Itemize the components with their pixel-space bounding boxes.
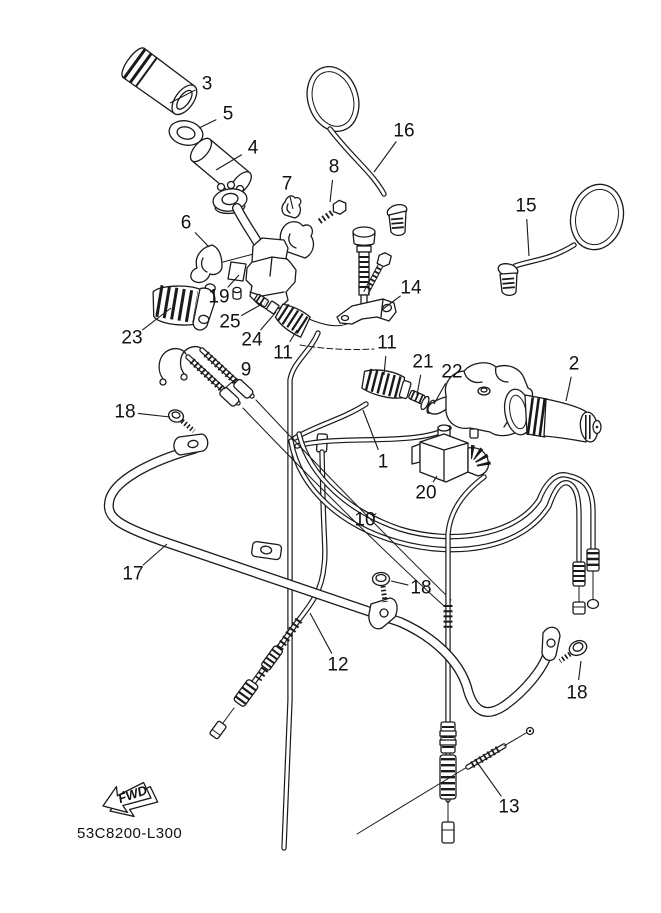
fwd-label: FWD <box>116 782 150 807</box>
svg-text:2: 2 <box>568 353 580 375</box>
svg-text:7: 7 <box>281 173 293 195</box>
bar-mid-bracket <box>251 541 282 560</box>
plate-19 <box>228 262 246 281</box>
svg-text:12: 12 <box>327 654 349 676</box>
svg-text:18: 18 <box>566 682 588 704</box>
svg-text:4: 4 <box>247 137 259 159</box>
svg-text:18: 18 <box>410 577 432 599</box>
svg-text:22: 22 <box>441 361 463 383</box>
svg-text:15: 15 <box>515 195 537 217</box>
svg-text:3: 3 <box>201 73 213 95</box>
svg-text:14: 14 <box>400 277 422 299</box>
svg-text:11: 11 <box>273 342 293 364</box>
svg-text:21: 21 <box>412 351 434 373</box>
svg-text:11: 11 <box>377 332 397 354</box>
svg-text:9: 9 <box>240 359 252 381</box>
svg-text:5: 5 <box>222 103 234 125</box>
svg-text:13: 13 <box>498 796 520 818</box>
svg-text:18: 18 <box>114 401 136 423</box>
svg-text:1: 1 <box>377 451 389 473</box>
callout-10 <box>354 510 376 531</box>
drawing-code: 53C8200-L300 <box>77 825 183 842</box>
svg-text:17: 17 <box>122 563 144 585</box>
svg-text:20: 20 <box>415 482 437 504</box>
svg-text:10: 10 <box>354 509 376 531</box>
svg-text:24: 24 <box>241 329 263 351</box>
svg-text:8: 8 <box>328 156 340 178</box>
svg-text:25: 25 <box>219 311 241 333</box>
svg-text:19: 19 <box>208 286 230 308</box>
svg-text:23: 23 <box>121 327 143 349</box>
svg-text:6: 6 <box>180 212 192 234</box>
svg-text:16: 16 <box>393 120 415 142</box>
